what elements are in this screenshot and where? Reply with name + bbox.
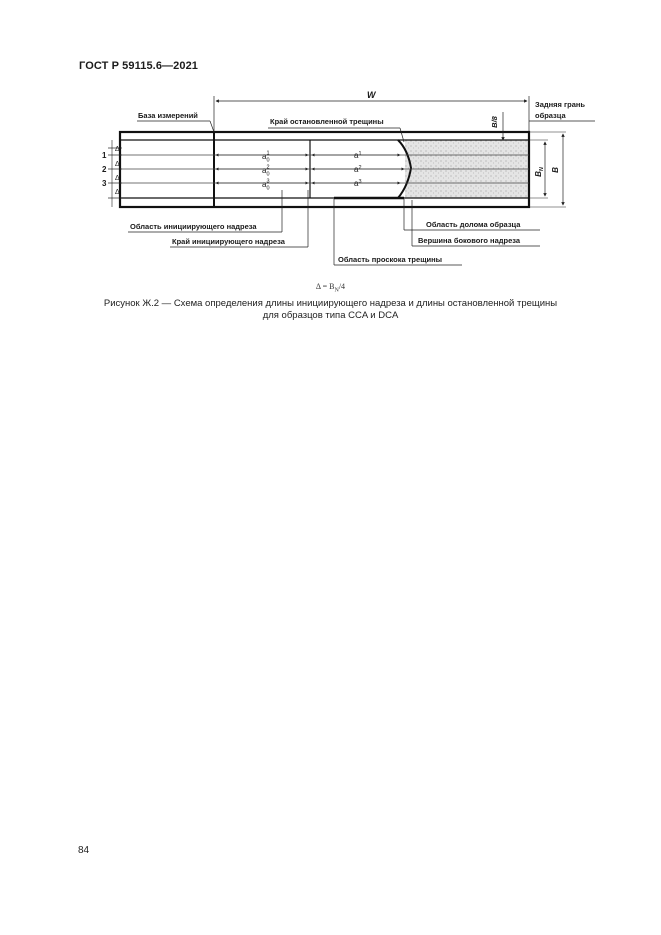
leader-measurement-base-2 [210,121,214,132]
row-number-2: 2 [102,165,107,174]
a-label-2: $a^2$ [354,165,362,174]
label-back-face-line1: Задняя грань [535,100,586,109]
page-number: 84 [78,845,90,856]
caption-line-1: Рисунок Ж.2 — Схема определения длины инициирующего надреза и длины остановленной трещины [103,298,558,309]
a0-label-3: $a_03$ [262,178,270,192]
b8-dimension-label: B/8 [490,116,499,128]
w-dimension-label: W [367,90,376,100]
delta-mark-2: Δ [115,161,120,168]
label-starter-notch-region: Область инициирующего надреза [130,222,257,231]
delta-formula: $\Delta = B_N/4$ [315,282,346,294]
label-starter-notch-edge: Край инициирующего надреза [172,237,285,246]
b-dimension-label: B [551,167,560,173]
crack-measurement-diagram [0,0,661,280]
label-measurement-base: База измерений [138,111,198,120]
delta-mark-4: Δ [115,189,120,196]
delta-mark-3: Δ [115,175,120,182]
figure-caption [90,298,571,322]
a0-label-1: $a_01$ [262,150,270,164]
delta-mark-1: Δ [115,146,120,153]
a-label-3: $a^3$ [354,179,362,188]
bn-dimension-label: $B_N$ [534,167,545,177]
a-label-1: $a^1$ [354,151,362,160]
caption-line-2: для образцов типа CCA и DCA [262,310,399,321]
a0-label-2: $a_02$ [262,164,270,178]
label-specimen-break-region: Область долома образца [426,220,521,229]
row-number-1: 1 [102,151,107,160]
label-side-groove-root: Вершина бокового надреза [418,236,521,245]
label-back-face-line2: образца [535,111,566,120]
label-arrested-crack-edge: Край остановленной трещины [270,117,384,126]
document-id-header: ГОСТ Р 59115.6—2021 [79,60,199,72]
row-number-3: 3 [102,179,107,188]
label-crack-jump-region: Область проскока трещины [338,255,443,264]
